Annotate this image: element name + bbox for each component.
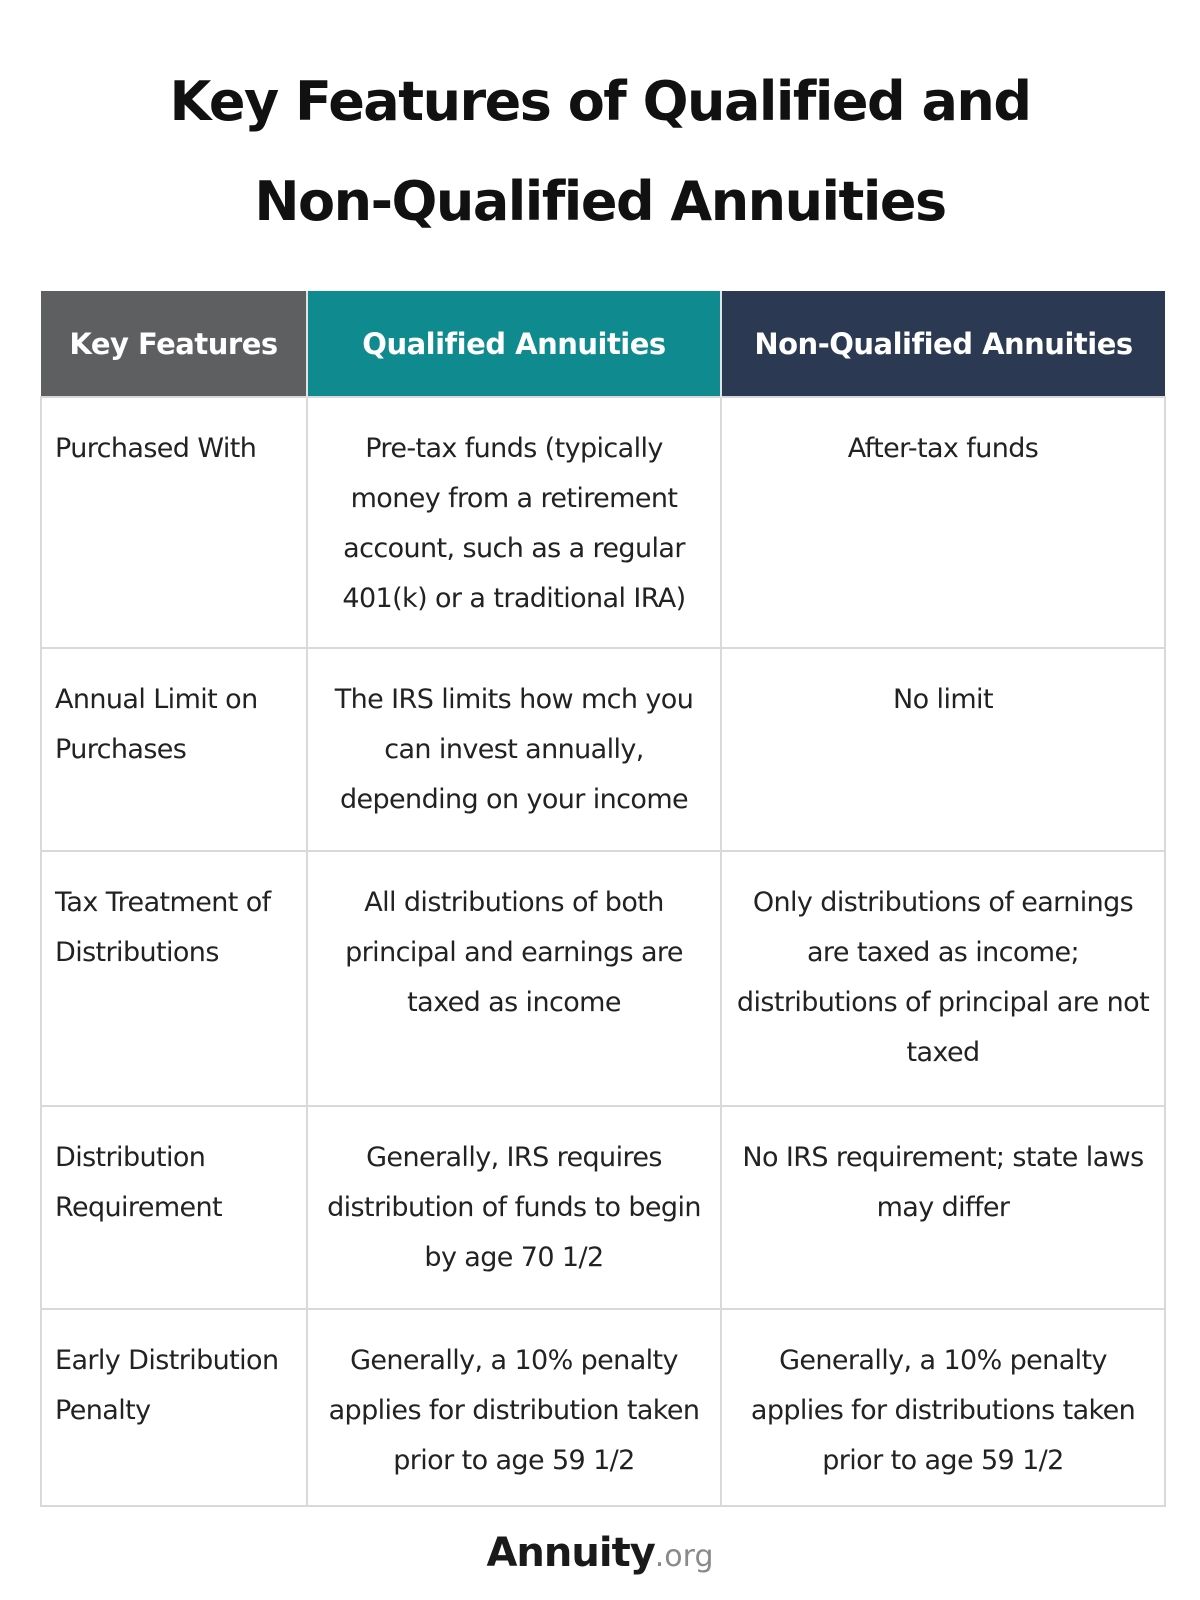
header-row	[41, 291, 1165, 397]
qualified-cell: Generally, IRS requires distribution of funds to begin by age 70 1/2	[307, 1106, 721, 1309]
comparison-table	[40, 291, 1166, 1507]
feature-cell: Early Distribution Penalty	[41, 1309, 307, 1506]
qualified-cell: Pre-tax funds (typically money from a retirement account, such as a regular 401(k) or a traditional IRA)	[307, 397, 721, 648]
non-qualified-cell: No limit	[721, 648, 1165, 851]
feature-cell: Tax Treatment of Distributions	[41, 851, 307, 1106]
table-row	[41, 1106, 1165, 1309]
header-key-features: Key Features	[41, 291, 307, 397]
title-line-1: Key Features of Qualified and	[169, 70, 1031, 133]
table-body	[41, 397, 1165, 1506]
non-qualified-cell: No IRS requirement; state laws may differ	[721, 1106, 1165, 1309]
feature-cell: Purchased With	[41, 397, 307, 648]
feature-cell: Distribution Requirement	[41, 1106, 307, 1309]
logo-suffix-text: .org	[654, 1539, 714, 1574]
table-row	[41, 1309, 1165, 1506]
non-qualified-cell: Generally, a 10% penalty applies for distributions taken prior to age 59 1/2	[721, 1309, 1165, 1506]
logo-main-text: Annuity	[486, 1530, 655, 1576]
table-row	[41, 397, 1165, 648]
comparison-table-container	[40, 291, 1164, 1507]
page-title	[0, 52, 1200, 252]
table-row	[41, 648, 1165, 851]
table-row	[41, 851, 1165, 1106]
non-qualified-cell: After-tax funds	[721, 397, 1165, 648]
qualified-cell: All distributions of both principal and earnings are taxed as income	[307, 851, 721, 1106]
header-qualified-annuities: Qualified Annuities	[307, 291, 721, 397]
non-qualified-cell: Only distributions of earnings are taxed as income; distributions of principal are not taxed	[721, 851, 1165, 1106]
title-line-2: Non-Qualified Annuities	[254, 170, 946, 233]
annuity-org-logo	[0, 1530, 1200, 1576]
table-header	[41, 291, 1165, 397]
header-non-qualified-annuities: Non-Qualified Annuities	[721, 291, 1165, 397]
qualified-cell: Generally, a 10% penalty applies for distribution taken prior to age 59 1/2	[307, 1309, 721, 1506]
feature-cell: Annual Limit on Purchases	[41, 648, 307, 851]
qualified-cell: The IRS limits how mch you can invest annually, depending on your income	[307, 648, 721, 851]
